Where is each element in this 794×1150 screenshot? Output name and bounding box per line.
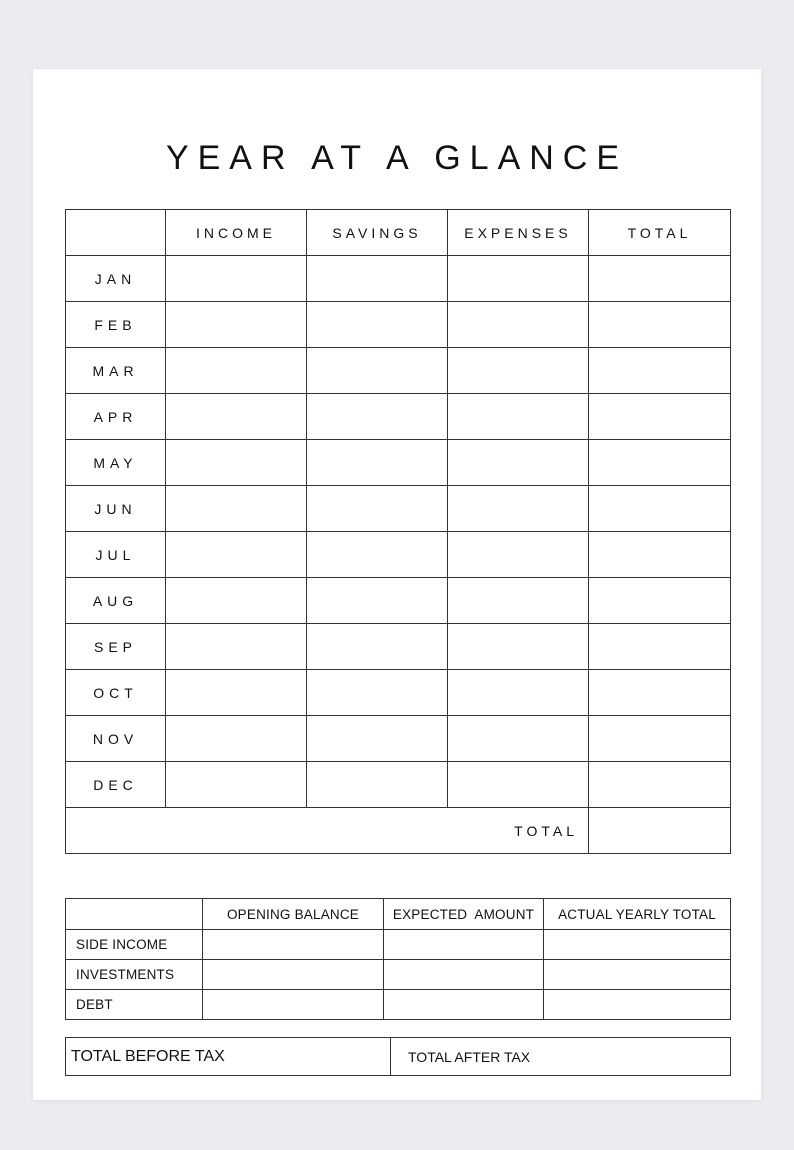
month-label: MAY bbox=[66, 440, 166, 486]
income-cell[interactable] bbox=[166, 716, 307, 762]
total-row bbox=[66, 808, 731, 854]
income-cell[interactable] bbox=[166, 532, 307, 578]
page-title: YEAR AT A GLANCE bbox=[165, 139, 629, 177]
table-row bbox=[66, 486, 731, 532]
summary-row-label: DEBT bbox=[66, 990, 203, 1020]
table-row bbox=[66, 348, 731, 394]
table-row bbox=[66, 578, 731, 624]
monthly-table bbox=[65, 209, 731, 854]
table-row bbox=[66, 762, 731, 808]
expected-amount-cell[interactable] bbox=[384, 960, 544, 990]
total-cell[interactable] bbox=[589, 440, 731, 486]
expenses-cell[interactable] bbox=[448, 716, 589, 762]
savings-cell[interactable] bbox=[307, 256, 448, 302]
expenses-cell[interactable] bbox=[448, 762, 589, 808]
total-cell[interactable] bbox=[589, 486, 731, 532]
month-label: MAR bbox=[66, 348, 166, 394]
month-label: JUL bbox=[66, 532, 166, 578]
header-cell-empty bbox=[66, 210, 166, 256]
month-label: JUN bbox=[66, 486, 166, 532]
expenses-cell[interactable] bbox=[448, 348, 589, 394]
month-label: OCT bbox=[66, 670, 166, 716]
month-label: APR bbox=[66, 394, 166, 440]
table-row bbox=[66, 302, 731, 348]
total-cell[interactable] bbox=[589, 256, 731, 302]
savings-cell[interactable] bbox=[307, 716, 448, 762]
total-before-tax[interactable]: TOTAL BEFORE TAX bbox=[66, 1038, 391, 1075]
income-cell[interactable] bbox=[166, 486, 307, 532]
expenses-cell[interactable] bbox=[448, 624, 589, 670]
expected-amount-cell[interactable] bbox=[384, 930, 544, 960]
total-cell[interactable] bbox=[589, 394, 731, 440]
table-row bbox=[66, 670, 731, 716]
savings-cell[interactable] bbox=[307, 532, 448, 578]
income-cell[interactable] bbox=[166, 256, 307, 302]
income-cell[interactable] bbox=[166, 348, 307, 394]
expenses-cell[interactable] bbox=[448, 256, 589, 302]
planner-sheet bbox=[33, 69, 761, 1100]
expenses-cell[interactable] bbox=[448, 394, 589, 440]
header-actual-yearly-total: ACTUAL YEARLY TOTAL bbox=[544, 899, 731, 930]
expenses-cell[interactable] bbox=[448, 486, 589, 532]
summary-table bbox=[65, 898, 731, 1020]
table-row bbox=[66, 960, 731, 990]
tax-totals bbox=[65, 1037, 731, 1076]
total-cell[interactable] bbox=[589, 624, 731, 670]
total-after-tax[interactable]: TOTAL AFTER TAX bbox=[408, 1048, 531, 1065]
header-total: TOTAL bbox=[589, 210, 731, 256]
table-row bbox=[66, 930, 731, 960]
actual-yearly-total-cell[interactable] bbox=[544, 990, 731, 1020]
header-income: INCOME bbox=[166, 210, 307, 256]
summary-row-label: INVESTMENTS bbox=[66, 960, 203, 990]
table-row bbox=[66, 256, 731, 302]
summary-header-row bbox=[66, 899, 731, 930]
total-cell[interactable] bbox=[589, 348, 731, 394]
opening-balance-cell[interactable] bbox=[203, 960, 384, 990]
summary-row-label: SIDE INCOME bbox=[66, 930, 203, 960]
header-opening-balance: OPENING BALANCE bbox=[203, 899, 384, 930]
total-cell[interactable] bbox=[589, 762, 731, 808]
total-label: TOTAL bbox=[66, 808, 589, 854]
savings-cell[interactable] bbox=[307, 624, 448, 670]
income-cell[interactable] bbox=[166, 762, 307, 808]
savings-cell[interactable] bbox=[307, 762, 448, 808]
income-cell[interactable] bbox=[166, 394, 307, 440]
expenses-cell[interactable] bbox=[448, 440, 589, 486]
total-cell[interactable] bbox=[589, 808, 731, 854]
month-label: SEP bbox=[66, 624, 166, 670]
opening-balance-cell[interactable] bbox=[203, 990, 384, 1020]
income-cell[interactable] bbox=[166, 440, 307, 486]
month-label: DEC bbox=[66, 762, 166, 808]
expected-amount-cell[interactable] bbox=[384, 990, 544, 1020]
total-cell[interactable] bbox=[589, 302, 731, 348]
table-row bbox=[66, 990, 731, 1020]
month-label: AUG bbox=[66, 578, 166, 624]
savings-cell[interactable] bbox=[307, 578, 448, 624]
savings-cell[interactable] bbox=[307, 302, 448, 348]
savings-cell[interactable] bbox=[307, 394, 448, 440]
month-label: NOV bbox=[66, 716, 166, 762]
table-row bbox=[66, 532, 731, 578]
savings-cell[interactable] bbox=[307, 440, 448, 486]
table-row bbox=[66, 440, 731, 486]
header-expenses: EXPENSES bbox=[448, 210, 589, 256]
header-expected-amount: EXPECTED AMOUNT bbox=[384, 899, 544, 930]
savings-cell[interactable] bbox=[307, 486, 448, 532]
actual-yearly-total-cell[interactable] bbox=[544, 930, 731, 960]
expenses-cell[interactable] bbox=[448, 532, 589, 578]
month-label: JAN bbox=[66, 256, 166, 302]
total-cell[interactable] bbox=[589, 716, 731, 762]
table-row bbox=[66, 394, 731, 440]
savings-cell[interactable] bbox=[307, 348, 448, 394]
summary-header-empty bbox=[66, 899, 203, 930]
income-cell[interactable] bbox=[166, 670, 307, 716]
income-cell[interactable] bbox=[166, 624, 307, 670]
expenses-cell[interactable] bbox=[448, 302, 589, 348]
expenses-cell[interactable] bbox=[448, 670, 589, 716]
savings-cell[interactable] bbox=[307, 670, 448, 716]
income-cell[interactable] bbox=[166, 302, 307, 348]
expenses-cell[interactable] bbox=[448, 578, 589, 624]
opening-balance-cell[interactable] bbox=[203, 930, 384, 960]
header-savings: SAVINGS bbox=[307, 210, 448, 256]
total-cell[interactable] bbox=[589, 670, 731, 716]
month-label: FEB bbox=[66, 302, 166, 348]
total-cell[interactable] bbox=[589, 532, 731, 578]
table-row bbox=[66, 716, 731, 762]
income-cell[interactable] bbox=[166, 578, 307, 624]
table-header-row bbox=[66, 210, 731, 256]
total-cell[interactable] bbox=[589, 578, 731, 624]
table-row bbox=[66, 624, 731, 670]
actual-yearly-total-cell[interactable] bbox=[544, 960, 731, 990]
